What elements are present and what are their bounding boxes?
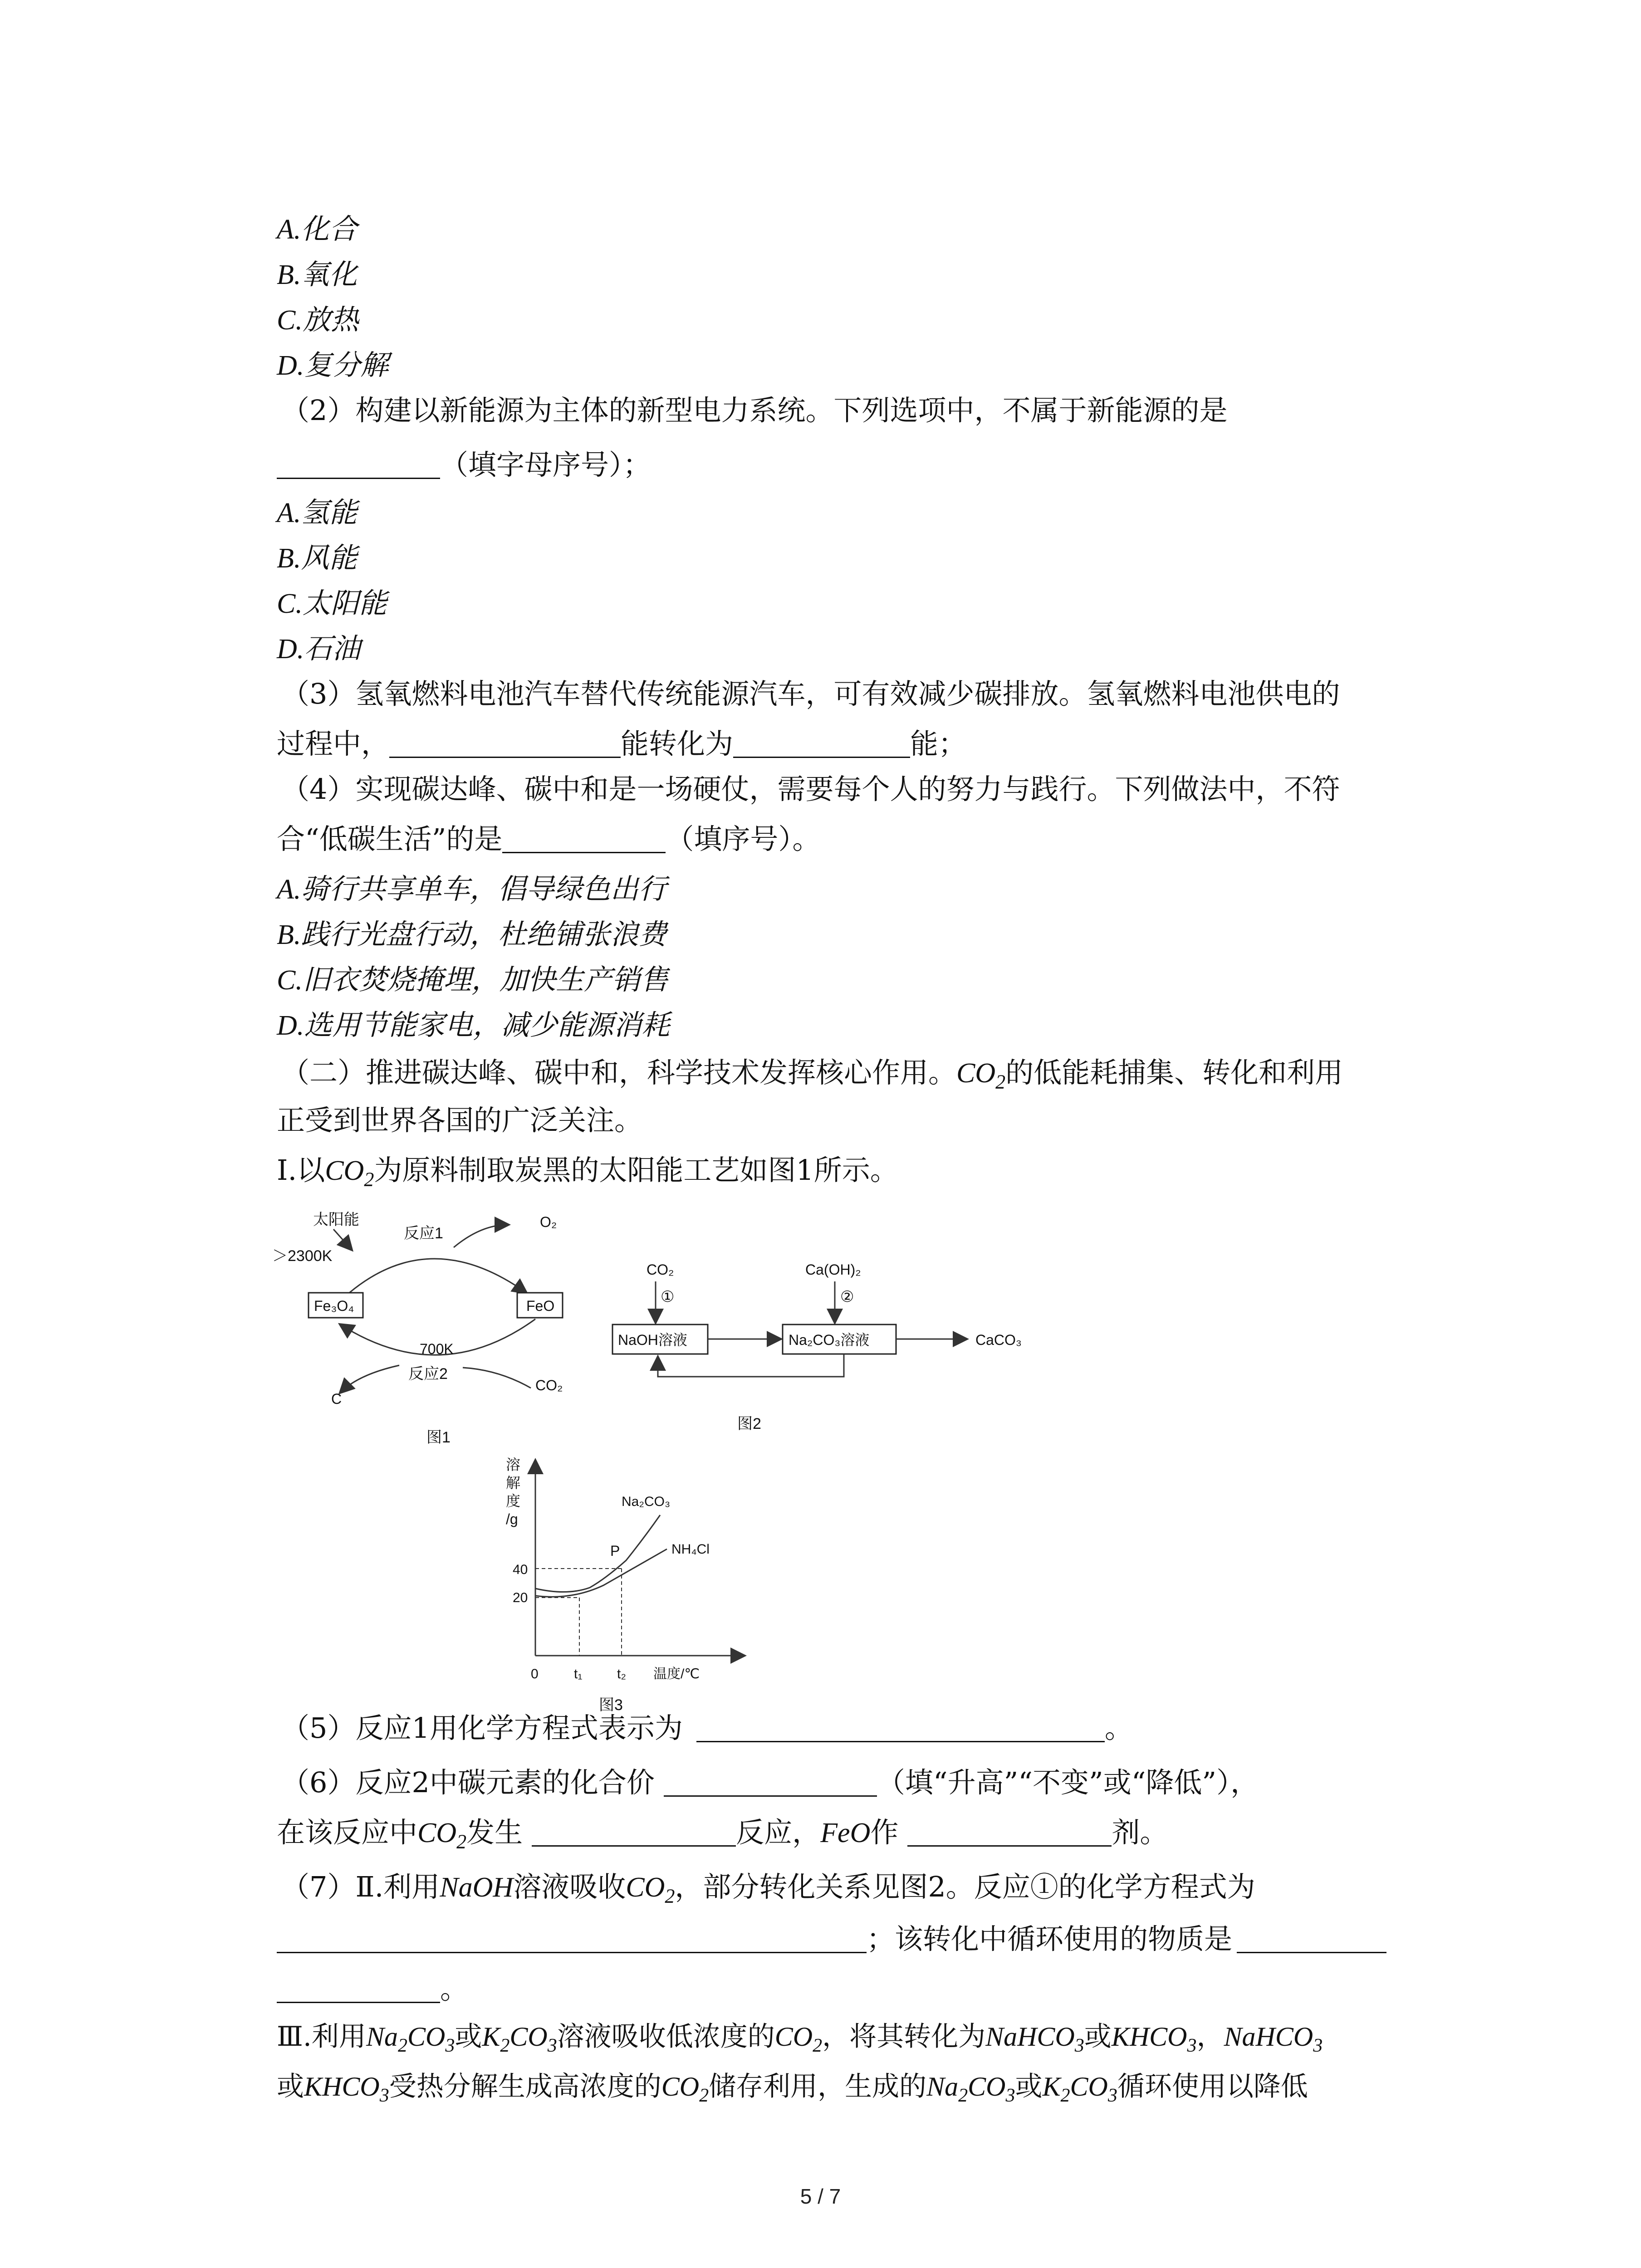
fig3-tick-t1: t₁ <box>574 1667 583 1681</box>
fig1-reaction2: 反应2 <box>408 1365 448 1383</box>
fig3-ylabel-4: /g <box>506 1511 518 1527</box>
fig3-nh4cl-label: NH₄Cl <box>671 1542 710 1557</box>
q5-blank[interactable] <box>696 1714 1105 1742</box>
page-number: 5 / 7 <box>800 2185 841 2208</box>
fig3-na2co3-curve <box>535 1515 660 1592</box>
fig1-o2: O₂ <box>540 1214 557 1230</box>
q4-option-d: D.选用节能家电，减少能源消耗 <box>277 1010 670 1041</box>
q2-option-a: A.氢能 <box>277 498 358 528</box>
fig1-temp-high: ＞2300K <box>272 1247 333 1265</box>
q2-option-c: C.太阳能 <box>277 588 387 619</box>
fig3-xlabel: 温度/℃ <box>653 1667 700 1681</box>
section2-line1: （二）推进碳达峰、碳中和，科学技术发挥核心作用。$CO_2$的低能耗捕集、转化和利用 <box>281 1056 1343 1093</box>
q6-line1: （6）反应2中碳元素的化合价 （填“升高”“不变”或“降低”）， <box>281 1766 1259 1799</box>
q6-blank-3[interactable] <box>907 1818 1112 1847</box>
fig1-solar-label: 太阳能 <box>313 1211 359 1228</box>
q4-text: （4）实现碳达峰、碳中和是一场硬仗，需要每个人的努力与践行。下列做法中，不符 <box>281 772 1340 806</box>
figure-1-solar-cycle <box>254 1198 626 1452</box>
q7-line2: ；该转化中循环使用的物质是 <box>277 1921 1386 1957</box>
q7-blank-3[interactable] <box>277 1975 440 2003</box>
fig3-caption: 图3 <box>599 1696 623 1714</box>
fig1-fe3o4: Fe₃O₄ <box>314 1298 354 1314</box>
q2-text: （2）构建以新能源为主体的新型电力系统。下列选项中，不属于新能源的是 <box>281 394 1228 427</box>
fig3-nh4cl-curve <box>535 1549 667 1597</box>
q1-option-b: B.氧化 <box>277 259 358 290</box>
figure-2-flow <box>599 1256 1062 1447</box>
fig1-reaction1: 反应1 <box>404 1225 443 1242</box>
fig1-carbon: C <box>331 1391 342 1407</box>
q7-line3: 。 <box>277 1971 468 2007</box>
fig3-tick-20: 20 <box>513 1590 528 1605</box>
q4-option-c: C.旧衣焚烧掩埋，加快生产销售 <box>277 965 668 996</box>
fig1-co2: CO₂ <box>535 1377 563 1393</box>
fig2-caco3: CaCO₃ <box>975 1332 1022 1348</box>
fig3-tick-40: 40 <box>513 1562 528 1577</box>
q7-blank-1[interactable] <box>277 1925 867 1953</box>
q5-line: （5）反应1用化学方程式表示为 。 <box>281 1711 1133 1745</box>
fig3-na2co3-label: Na₂CO₃ <box>622 1494 671 1509</box>
fig2-step1: ① <box>661 1288 675 1305</box>
fig3-point-p: P <box>610 1543 620 1559</box>
fig2-naoh: NaOH溶液 <box>618 1332 687 1348</box>
q1-option-a: A.化合 <box>277 214 358 245</box>
figure-3-solubility-curve <box>490 1452 762 1724</box>
part3-line1: Ⅲ.利用$Na_2CO_3$或$K_2CO_3$溶液吸收低浓度的$CO_2$，将其转化为NaHCO$_3$或$KHCO_3$，NaHCO$_3$ <box>277 2021 1323 2056</box>
q2-answer-line: （填字母序号）； <box>277 447 651 483</box>
fig3-ylabel-3: 度 <box>506 1493 521 1509</box>
fig3-tick-t2: t₂ <box>617 1667 626 1681</box>
q4-option-a: A.骑行共享单车，倡导绿色出行 <box>277 874 667 905</box>
part1-line: Ⅰ.以$CO_2$为原料制取炭黑的太阳能工艺如图1所示。 <box>277 1154 898 1191</box>
fig2-step2: ② <box>840 1288 854 1305</box>
q4-answer-line: 合“低碳生活”的是 （填序号）。 <box>277 822 821 855</box>
q1-option-c: C.放热 <box>277 305 359 336</box>
q3-blank-1[interactable] <box>389 729 621 758</box>
fig2-caoh2: Ca(OH)₂ <box>805 1261 861 1278</box>
fig1-temp-low: 700K <box>420 1341 454 1357</box>
q6-blank-1[interactable] <box>664 1768 877 1797</box>
fig2-na2co3: Na₂CO₃溶液 <box>789 1332 870 1348</box>
q6-blank-2[interactable] <box>532 1818 736 1847</box>
fig3-origin: 0 <box>531 1667 539 1681</box>
q1-option-d: D.复分解 <box>277 350 389 381</box>
q3-blank-2[interactable] <box>733 729 910 758</box>
fig1-feo: FeO <box>526 1298 555 1314</box>
part3-line2: 或$KHCO_3$受热分解生成高浓度的$CO_2$储存利用，生成的$Na_2CO_3$或$K_2CO_3$循环使用以降低 <box>277 2071 1308 2106</box>
q4-option-b: B.践行光盘行动，杜绝铺张浪费 <box>277 919 667 950</box>
section2-line2: 正受到世界各国的广泛关注。 <box>277 1104 643 1137</box>
q7-blank-2[interactable] <box>1237 1925 1386 1953</box>
fig2-caption: 图2 <box>737 1415 761 1432</box>
q2-blank[interactable] <box>277 450 440 479</box>
q4-blank[interactable] <box>502 825 666 853</box>
q6-line2: 在该反应中$CO_2$发生 反应，FeO作 剂。 <box>277 1816 1168 1853</box>
q3-text: （3）氢氧燃料电池汽车替代传统能源汽车，可有效减少碳排放。氢氧燃料电池供电的 <box>281 677 1340 710</box>
fig3-ylabel-2: 解 <box>506 1475 521 1491</box>
fig1-caption: 图1 <box>426 1429 451 1446</box>
fig3-ylabel-1: 溶 <box>506 1457 521 1473</box>
fig2-co2: CO₂ <box>647 1261 674 1278</box>
q2-option-b: B.风能 <box>277 543 358 574</box>
q2-option-d: D.石油 <box>277 634 361 665</box>
q7-line1: （7）Ⅱ.利用NaOH溶液吸收$CO_2$，部分转化关系见图2。反应①的化学方程式为 <box>281 1870 1255 1907</box>
q3-answer-line: 过程中， 能转化为 能； <box>277 727 967 760</box>
